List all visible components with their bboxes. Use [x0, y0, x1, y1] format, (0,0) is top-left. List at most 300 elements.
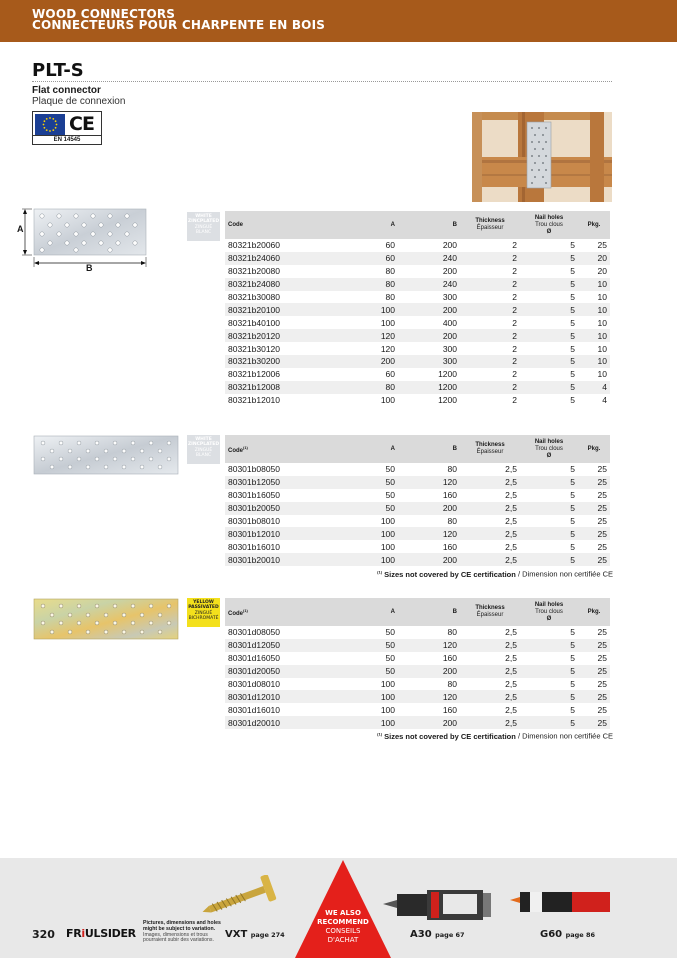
brand-prefix: FR — [66, 927, 82, 940]
cell-a: 50 — [363, 502, 398, 515]
spec-table-white-2 — [225, 435, 610, 566]
cell-pkg: 25 — [597, 653, 607, 664]
table-row — [225, 476, 610, 489]
col-thickness-en: Thickness — [475, 442, 505, 448]
table-row — [225, 716, 610, 729]
cell-a: 100 — [380, 679, 395, 689]
recommend-en-2: RECOMMEND — [317, 918, 369, 926]
cell-b: 160 — [442, 653, 457, 664]
cell-a: 50 — [385, 490, 395, 501]
cell-code: 80301d16010 — [228, 704, 281, 715]
cell-b: 240 — [398, 278, 460, 291]
table-row — [225, 265, 610, 278]
cell-b: 160 — [442, 490, 457, 501]
footnote-marker: (1) — [377, 569, 383, 574]
cell-code: 80301d08010 — [228, 679, 281, 689]
cell-code: 80301d08050 — [228, 627, 281, 638]
g60-cartridge-image — [510, 880, 620, 920]
dimension-a-label: A — [17, 224, 24, 234]
table-row — [225, 703, 610, 716]
ce-certification-badge — [32, 111, 102, 145]
cell-b: 120 — [398, 639, 460, 652]
diameter-icon: Ø — [546, 615, 552, 622]
cell-a: 100 — [380, 317, 395, 328]
col-nail-en: Nail holes — [534, 214, 564, 221]
eu-flag-icon — [35, 114, 65, 135]
cell-nail-holes: 5 — [520, 381, 578, 394]
cell-pkg: 25 — [578, 665, 610, 678]
col-code — [225, 598, 363, 626]
cell-thickness: 2,5 — [460, 716, 520, 729]
col-pkg: Pkg. — [578, 211, 610, 239]
cell-pkg: 10 — [597, 317, 607, 328]
cell-nail-holes: 5 — [570, 627, 575, 638]
table-row — [225, 553, 610, 566]
table-row — [225, 368, 610, 381]
footnote-marker: (1) — [377, 731, 383, 736]
cell-pkg: 25 — [578, 553, 610, 566]
ref-g60 — [540, 929, 595, 940]
page-footer — [0, 858, 677, 958]
cell-b: 200 — [398, 329, 460, 342]
cell-b: 1200 — [398, 381, 460, 394]
cell-b: 200 — [398, 665, 460, 678]
col-code-label: Code — [228, 447, 243, 454]
cell-pkg: 10 — [578, 278, 610, 291]
cell-nail-holes: 5 — [520, 355, 578, 368]
a30-cartridge-image — [383, 880, 493, 928]
cell-nail-holes: 5 — [520, 329, 578, 342]
cell-a: 200 — [363, 355, 398, 368]
finish-badge-white-1 — [187, 212, 220, 241]
cell-pkg: 4 — [602, 395, 607, 406]
table-row — [225, 252, 610, 265]
table-row — [225, 278, 610, 291]
cell-nail-holes: 5 — [570, 516, 575, 526]
plate-diagram-white-2 — [33, 435, 179, 475]
cell-code: 80301b20010 — [225, 553, 363, 566]
cell-b: 80 — [447, 679, 457, 689]
cell-a: 100 — [380, 541, 395, 552]
cell-code: 80321b12010 — [228, 395, 281, 406]
cell-nail-holes: 5 — [570, 292, 575, 302]
cell-thickness: 2 — [512, 266, 517, 277]
cell-a: 80 — [385, 292, 395, 302]
ref-vxt — [225, 929, 285, 940]
plate-diagram-yellow — [33, 598, 179, 640]
cell-a: 120 — [380, 343, 395, 354]
ref-name: A30 — [410, 929, 432, 940]
ref-a30 — [410, 929, 465, 940]
cell-thickness: 2 — [512, 292, 517, 302]
cell-code: 80321b24080 — [225, 278, 363, 291]
cell-a: 60 — [363, 252, 398, 265]
table-row — [225, 463, 610, 476]
cell-code: 80321b12006 — [228, 369, 281, 380]
recommend-fr-1: CONSEILS — [325, 927, 361, 935]
cell-thickness: 2,5 — [505, 653, 517, 664]
cell-pkg: 25 — [597, 464, 607, 475]
table-row — [225, 515, 610, 528]
table-row — [225, 239, 610, 252]
cell-nail-holes: 5 — [520, 278, 578, 291]
ref-name: G60 — [540, 929, 563, 940]
table-footnote-3 — [377, 731, 613, 741]
table-row — [225, 690, 610, 703]
cell-code: 80301d20010 — [225, 716, 363, 729]
cell-thickness: 2,5 — [460, 690, 520, 703]
ref-name: VXT — [225, 929, 248, 940]
cell-thickness: 2,5 — [460, 527, 520, 540]
cell-b: 1200 — [438, 395, 457, 406]
cell-nail-holes: 5 — [520, 476, 578, 489]
vxt-screw-image — [200, 875, 290, 919]
cell-thickness: 2 — [460, 278, 520, 291]
cell-code: 80321b12008 — [225, 381, 363, 394]
col-a: A — [363, 435, 398, 463]
cell-a: 60 — [385, 240, 395, 251]
cell-code: 80321b20120 — [225, 329, 363, 342]
footnote-fr: / Dimension non certifiée CE — [517, 731, 613, 741]
cell-nail-holes: 5 — [570, 343, 575, 354]
cell-code: 80301b16010 — [228, 541, 281, 552]
cell-a: 80 — [385, 266, 395, 277]
cell-thickness: 2,5 — [505, 490, 517, 501]
cell-thickness: 2 — [512, 369, 517, 380]
cell-code: 80301d12010 — [225, 690, 363, 703]
spec-table-white-1 — [225, 211, 610, 407]
table-row — [225, 303, 610, 316]
table-row — [225, 381, 610, 394]
col-nail-holes — [520, 211, 578, 239]
cell-nail-holes: 5 — [520, 252, 578, 265]
ce-mark: CE — [69, 113, 94, 135]
cell-a: 80 — [363, 381, 398, 394]
cell-pkg: 10 — [597, 343, 607, 354]
col-b: B — [398, 598, 460, 626]
cell-code: 80321b20100 — [225, 303, 363, 316]
cell-code: 80321b20080 — [228, 266, 281, 277]
footnote-en: Sizes not covered by CE certification — [384, 569, 516, 579]
cell-b: 300 — [442, 292, 457, 302]
cell-thickness: 2,5 — [460, 665, 520, 678]
cell-code: 80321b30080 — [228, 292, 281, 302]
cell-code: 80301b12050 — [225, 476, 363, 489]
table-header-row — [225, 211, 610, 239]
col-nail-fr: Trou clous — [535, 445, 563, 452]
cell-pkg: 25 — [597, 704, 607, 715]
cell-b: 80 — [447, 627, 457, 638]
cell-nail-holes: 5 — [570, 541, 575, 552]
cell-pkg: 10 — [597, 292, 607, 302]
cell-code: 80301b16050 — [228, 490, 281, 501]
cell-pkg: 10 — [578, 303, 610, 316]
col-thickness — [460, 598, 520, 626]
table-row — [225, 652, 610, 665]
col-b: B — [398, 435, 460, 463]
cell-nail-holes: 5 — [570, 464, 575, 475]
cell-a: 50 — [363, 476, 398, 489]
title-divider — [32, 81, 612, 82]
col-nail-en: Nail holes — [534, 601, 564, 608]
cell-thickness: 2,5 — [460, 553, 520, 566]
cell-thickness: 2 — [460, 303, 520, 316]
cell-pkg: 25 — [578, 690, 610, 703]
cell-a: 50 — [385, 464, 395, 475]
product-subtitle-en: Flat connector — [32, 85, 101, 96]
cell-code: 80321b24060 — [225, 252, 363, 265]
cell-nail-holes: 5 — [570, 317, 575, 328]
cell-code: 80321b20060 — [228, 240, 281, 251]
cell-pkg: 25 — [597, 490, 607, 501]
cell-nail-holes: 5 — [520, 303, 578, 316]
cell-b: 400 — [442, 317, 457, 328]
cell-pkg: 25 — [578, 527, 610, 540]
cell-code: 80321b40100 — [228, 317, 281, 328]
col-pkg: Pkg. — [578, 435, 610, 463]
header-title-en: WOOD CONNECTORS — [32, 7, 176, 21]
cell-pkg: 25 — [597, 679, 607, 689]
cell-a: 120 — [363, 329, 398, 342]
disclaimer — [143, 921, 223, 944]
finish-label-en: WHITE ZINCPLATED — [187, 437, 220, 447]
finish-label-en: WHITE ZINCPLATED — [187, 214, 220, 224]
cell-b: 200 — [398, 303, 460, 316]
cell-pkg: 25 — [578, 502, 610, 515]
cell-nail-holes: 5 — [520, 639, 578, 652]
cell-nail-holes: 5 — [520, 690, 578, 703]
cell-thickness: 2 — [460, 381, 520, 394]
cell-a: 50 — [385, 627, 395, 638]
cell-thickness: 2 — [512, 343, 517, 354]
cell-b: 300 — [442, 343, 457, 354]
ref-page: page 67 — [435, 931, 465, 939]
cell-nail-holes: 5 — [570, 490, 575, 501]
cell-a: 100 — [363, 690, 398, 703]
col-thickness-en: Thickness — [475, 218, 505, 224]
cell-pkg: 25 — [597, 627, 607, 638]
cell-a: 100 — [363, 553, 398, 566]
col-thickness-en: Thickness — [475, 605, 505, 611]
disclaimer-en: Pictures, dimensions and holes might be subject to variation. — [143, 920, 221, 932]
brand-logo — [66, 927, 136, 940]
cell-thickness: 2,5 — [460, 639, 520, 652]
cell-thickness: 2,5 — [460, 502, 520, 515]
footnote-en: Sizes not covered by CE certification — [384, 731, 516, 741]
cell-pkg: 25 — [578, 716, 610, 729]
cell-b: 200 — [398, 553, 460, 566]
ref-page: page 274 — [250, 931, 285, 939]
cell-pkg: 25 — [597, 516, 607, 526]
cell-nail-holes: 5 — [520, 665, 578, 678]
finish-label-fr: ZINGUÉ BLANC — [194, 225, 213, 235]
cell-b: 200 — [442, 240, 457, 251]
cell-nail-holes: 5 — [570, 704, 575, 715]
cell-a: 50 — [363, 639, 398, 652]
cell-pkg: 25 — [578, 639, 610, 652]
col-a: A — [363, 211, 398, 239]
footnote-marker: (1) — [243, 444, 248, 450]
table-row — [225, 394, 610, 407]
cell-a: 60 — [385, 369, 395, 380]
cell-a: 100 — [380, 395, 395, 406]
product-subtitle-fr: Plaque de connexion — [32, 96, 126, 107]
col-nail-holes — [520, 598, 578, 626]
cell-thickness: 2,5 — [505, 541, 517, 552]
table-row — [225, 489, 610, 502]
cell-b: 300 — [398, 355, 460, 368]
table-footnote-2 — [377, 569, 613, 579]
finish-label-en: YELLOW PASSIVATED — [188, 600, 219, 610]
cell-pkg: 25 — [578, 476, 610, 489]
footnote-marker: (1) — [243, 607, 248, 613]
cell-code: 80301d12050 — [225, 639, 363, 652]
cell-a: 100 — [363, 303, 398, 316]
recommend-en-1: WE ALSO — [325, 909, 361, 917]
brand-accent: i — [81, 927, 85, 940]
table-row — [225, 342, 610, 355]
col-nail-fr: Trou clous — [535, 608, 563, 615]
cell-nail-holes: 5 — [570, 266, 575, 277]
col-b: B — [398, 211, 460, 239]
cell-code: 80321b30200 — [225, 355, 363, 368]
cell-b: 80 — [447, 516, 457, 526]
cell-pkg: 25 — [597, 240, 607, 251]
finish-label-fr: ZINGUÉ BLANC — [194, 448, 213, 458]
cell-code: 80301b08050 — [228, 464, 281, 475]
table-row — [225, 639, 610, 652]
col-thickness — [460, 435, 520, 463]
cell-thickness: 2,5 — [505, 679, 517, 689]
finish-badge-yellow — [187, 598, 220, 627]
cell-thickness: 2,5 — [505, 704, 517, 715]
col-thickness-fr: Épaisseur — [476, 612, 504, 618]
cell-thickness: 2 — [512, 240, 517, 251]
cell-thickness: 2,5 — [505, 464, 517, 475]
product-title: PLT-S — [32, 60, 84, 81]
cell-thickness: 2 — [512, 317, 517, 328]
col-code-label: Code — [228, 610, 243, 617]
cell-nail-holes: 5 — [570, 679, 575, 689]
table-row — [225, 678, 610, 691]
page-header — [0, 0, 677, 42]
brand-suffix: ULSIDER — [84, 927, 136, 940]
col-thickness — [460, 211, 520, 239]
cell-thickness: 2,5 — [460, 476, 520, 489]
cell-a: 100 — [380, 704, 395, 715]
table-row — [225, 329, 610, 342]
table-row — [225, 527, 610, 540]
cell-b: 120 — [398, 527, 460, 540]
cell-code: 80321b30120 — [228, 343, 281, 354]
cell-b: 80 — [447, 464, 457, 475]
col-thickness-fr: Épaisseur — [476, 449, 504, 455]
col-thickness-fr: Épaisseur — [476, 225, 504, 231]
table-row — [225, 355, 610, 368]
cell-b: 160 — [442, 704, 457, 715]
header-title-fr: CONNECTEURS POUR CHARPENTE EN BOIS — [32, 18, 326, 32]
col-nail-en: Nail holes — [534, 438, 564, 445]
cell-a: 50 — [385, 653, 395, 664]
cell-a: 100 — [363, 527, 398, 540]
finish-label-fr: ZINGUÉ BICHROMATÉ — [188, 611, 219, 621]
cell-code: 80301b20050 — [225, 502, 363, 515]
cell-nail-holes: 5 — [520, 553, 578, 566]
diameter-icon: Ø — [546, 228, 552, 235]
cell-b: 1200 — [438, 369, 457, 380]
cell-b: 200 — [442, 266, 457, 277]
col-nail-fr: Trou clous — [535, 221, 563, 228]
cell-code: 80301d20050 — [225, 665, 363, 678]
cell-nail-holes: 5 — [570, 369, 575, 380]
col-code — [225, 435, 363, 463]
cell-b: 240 — [398, 252, 460, 265]
cell-pkg: 10 — [578, 329, 610, 342]
cell-thickness: 2,5 — [505, 627, 517, 638]
recommend-banner — [293, 858, 393, 958]
cell-pkg: 20 — [578, 252, 610, 265]
cell-a: 100 — [363, 716, 398, 729]
plate-diagram-white-1 — [14, 205, 154, 271]
cell-b: 120 — [398, 476, 460, 489]
table-row — [225, 316, 610, 329]
cell-nail-holes: 5 — [520, 502, 578, 515]
cell-thickness: 2 — [460, 355, 520, 368]
cell-nail-holes: 5 — [520, 527, 578, 540]
table-row — [225, 291, 610, 304]
disclaimer-fr: Images, dimensions et trous pourraient subir des variations. — [143, 931, 214, 944]
cell-pkg: 10 — [597, 369, 607, 380]
cell-pkg: 4 — [578, 381, 610, 394]
table-header-row — [225, 598, 610, 626]
page-number: 320 — [32, 928, 55, 941]
col-nail-holes — [520, 435, 578, 463]
dimension-b-label: B — [86, 263, 93, 273]
spec-table-yellow — [225, 598, 610, 729]
cell-thickness: 2 — [460, 252, 520, 265]
recommend-fr-2: D'ACHAT — [327, 936, 359, 944]
cell-nail-holes: 5 — [570, 653, 575, 664]
col-code: Code — [225, 211, 363, 239]
cell-a: 80 — [363, 278, 398, 291]
cell-nail-holes: 5 — [570, 240, 575, 251]
col-pkg: Pkg. — [578, 598, 610, 626]
col-a: A — [363, 598, 398, 626]
cell-thickness: 2,5 — [505, 516, 517, 526]
cell-thickness: 2 — [512, 395, 517, 406]
cell-nail-holes: 5 — [570, 395, 575, 406]
cell-b: 200 — [398, 716, 460, 729]
footnote-fr: / Dimension non certifiée CE — [517, 569, 613, 579]
cell-b: 120 — [398, 690, 460, 703]
installation-photo — [472, 112, 612, 202]
cell-b: 160 — [442, 541, 457, 552]
cell-code: 80301b12010 — [225, 527, 363, 540]
diameter-icon: Ø — [546, 452, 552, 459]
cell-pkg: 25 — [597, 541, 607, 552]
cell-code: 80301d16050 — [228, 653, 281, 664]
cell-pkg: 20 — [597, 266, 607, 277]
ref-page: page 86 — [565, 931, 596, 939]
cell-thickness: 2 — [460, 329, 520, 342]
cell-pkg: 10 — [578, 355, 610, 368]
cell-nail-holes: 5 — [520, 716, 578, 729]
table-row — [225, 626, 610, 639]
finish-badge-white-2 — [187, 435, 220, 464]
table-row — [225, 665, 610, 678]
cell-a: 100 — [380, 516, 395, 526]
table-header-row — [225, 435, 610, 463]
